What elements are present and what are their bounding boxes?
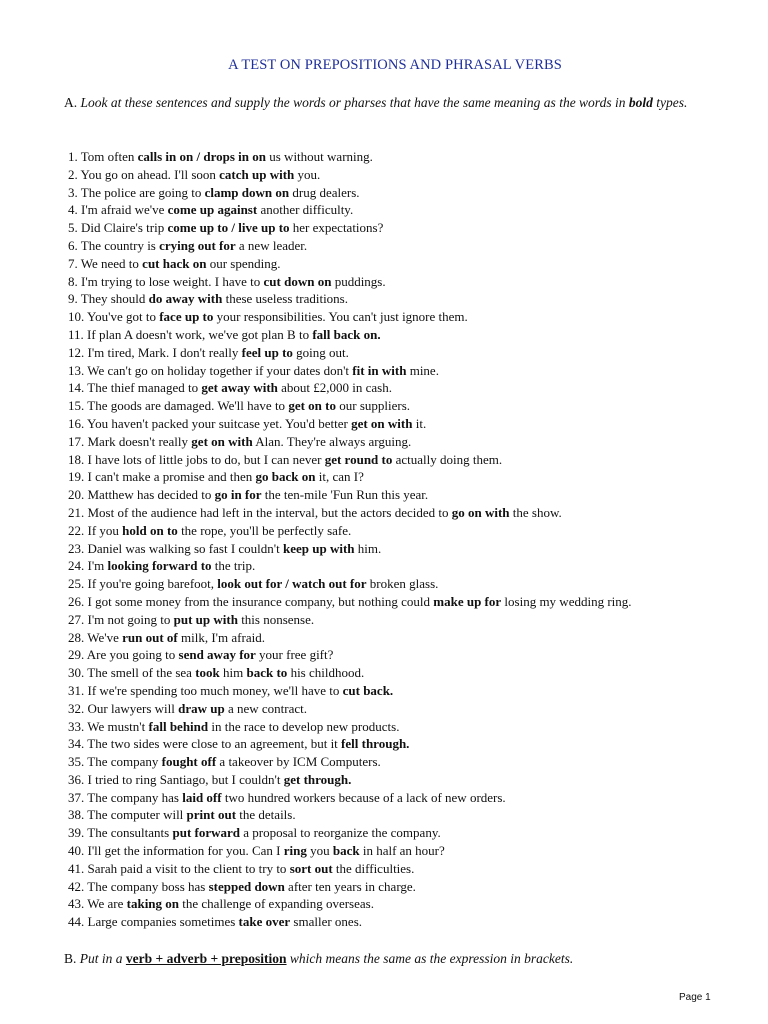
sentence-text: broken glass. [366, 576, 439, 592]
sentence-text: We need to [80, 255, 143, 271]
section-b-instruction-start: Put in a [79, 951, 123, 966]
sentence-phrase: laid off [182, 789, 222, 805]
sentence-item [68, 522, 748, 540]
sentence-phrase: looking forward to [107, 558, 212, 574]
section-a-instruction-text: Look at these sentences and supply the words or pharses that have the same meaning as the words in [80, 95, 626, 110]
sentence-text: your responsibilities. You can't just ignore them. [213, 309, 468, 325]
sentence-item [68, 166, 748, 184]
sentence-text: Most of the audience had left in the interval, but the actors decided to [87, 504, 452, 520]
sentence-item [68, 913, 748, 931]
sentence-phrase: look out for / watch out for [217, 576, 367, 592]
sentence-phrase: put forward [172, 825, 241, 841]
sentence-phrase: face up to [159, 309, 214, 325]
sentence-text: a takeover by ICM Computers. [216, 754, 381, 770]
sentence-list [68, 148, 748, 931]
sentence-item [68, 700, 748, 718]
sentence-text: If you're going barefoot, [87, 576, 218, 592]
sentence-text: actually doing them. [392, 451, 503, 467]
sentence-text: this nonsense. [237, 611, 315, 627]
sentence-number: 18. [68, 451, 85, 467]
sentence-text: Sarah paid a visit to the client to try to [87, 860, 290, 876]
sentence-number: 28. [68, 629, 85, 645]
sentence-item [68, 308, 748, 326]
sentence-text: The goods are damaged. We'll have to [87, 398, 289, 414]
sentence-item [68, 344, 748, 362]
sentence-phrase: come up against [167, 202, 258, 218]
sentence-item [68, 611, 748, 629]
sentence-text: it, can I? [315, 469, 364, 485]
sentence-text: They should [80, 291, 149, 307]
sentence-item [68, 557, 748, 575]
sentence-phrase: get on with [191, 433, 253, 449]
sentence-item [68, 504, 748, 522]
sentence-item [68, 219, 748, 237]
sentence-phrase: catch up with [219, 166, 295, 182]
sentence-phrase: ring [283, 843, 307, 859]
sentence-text: Alan. They're always arguing. [252, 433, 412, 449]
sentence-text: going out. [292, 344, 349, 360]
sentence-item [68, 789, 748, 807]
sentence-phrase: fall back on. [312, 326, 381, 342]
sentence-number: 39. [68, 825, 85, 841]
sentence-text: We've [87, 629, 123, 645]
sentence-phrase: put up with [173, 611, 238, 627]
sentence-text: We mustn't [87, 718, 149, 734]
sentence-item [68, 629, 748, 647]
sentence-text: it. [412, 415, 427, 431]
sentence-phrase: run out of [122, 629, 178, 645]
sentence-text: us without warning. [266, 149, 373, 164]
sentence-number: 7. [68, 255, 78, 271]
sentence-number: 20. [68, 487, 85, 503]
sentence-number: 13. [68, 362, 85, 378]
sentence-text: Tom often [80, 149, 138, 164]
sentence-text: Are you going to [86, 647, 179, 663]
sentence-phrase: calls in on / drops in on [137, 149, 266, 164]
sentence-number: 29. [68, 647, 85, 663]
sentence-text: a new leader. [235, 237, 308, 253]
sentence-text: the challenge of expanding overseas. [179, 896, 374, 912]
sentence-number: 27. [68, 611, 85, 627]
sentence-text: the show. [509, 504, 562, 520]
sentence-phrase: stepped down [208, 878, 285, 894]
sentence-number: 15. [68, 398, 85, 414]
sentence-phrase: cut back. [342, 682, 394, 698]
sentence-phrase: make up for [433, 593, 502, 609]
sentence-number: 17. [68, 433, 85, 449]
sentence-number: 14. [68, 380, 85, 396]
sentence-item [68, 326, 748, 344]
sentence-text: I have lots of little jobs to do, but I can never [87, 451, 325, 467]
sentence-phrase: back to [246, 665, 288, 681]
sentence-text: smaller ones. [290, 914, 362, 930]
sentence-text: our suppliers. [335, 398, 411, 414]
sentence-number: 36. [68, 771, 85, 787]
sentence-number: 33. [68, 718, 85, 734]
sentence-text: Matthew has decided to [87, 487, 215, 503]
sentence-phrase: fought off [161, 754, 217, 770]
sentence-item [68, 753, 748, 771]
sentence-text: in half an hour? [359, 843, 445, 859]
sentence-phrase: send away for [178, 647, 256, 663]
sentence-text: I'm afraid we've [81, 202, 168, 218]
sentence-phrase: get away with [201, 380, 278, 396]
sentence-text: I can't make a promise and then [87, 469, 256, 485]
sentence-item [68, 664, 748, 682]
sentence-phrase: cut down on [263, 273, 332, 289]
sentence-phrase: do away with [148, 291, 223, 307]
sentence-number: 35. [68, 754, 85, 770]
sentence-number: 30. [68, 665, 85, 681]
sentence-text: her expectations? [289, 220, 384, 236]
sentence-number: 4. [68, 202, 78, 218]
sentence-phrase: fell through. [341, 736, 410, 752]
sentence-number: 43. [68, 896, 85, 912]
sentence-number: 16. [68, 415, 85, 431]
sentence-phrase: crying out for [159, 237, 236, 253]
sentence-text: I'm trying to lose weight. I have to [81, 273, 264, 289]
sentence-item [68, 806, 748, 824]
sentence-text: The thief managed to [87, 380, 202, 396]
sentence-number: 32. [68, 700, 85, 716]
section-a-instruction [64, 94, 736, 112]
sentence-item [68, 842, 748, 860]
sentence-text: You haven't packed your suitcase yet. You'd better [87, 415, 352, 431]
sentence-phrase: take over [238, 914, 291, 930]
sentence-text: about £2,000 in cash. [277, 380, 392, 396]
sentence-text: the rope, you'll be perfectly safe. [177, 522, 352, 538]
sentence-phrase: took [195, 665, 220, 681]
sentence-item [68, 735, 748, 753]
sentence-text: a new contract. [224, 700, 308, 716]
sentence-text: drug dealers. [289, 184, 360, 200]
sentence-number: 21. [68, 504, 85, 520]
sentence-item [68, 486, 748, 504]
sentence-item [68, 415, 748, 433]
sentence-item [68, 433, 748, 451]
sentence-item [68, 255, 748, 273]
sentence-item [68, 468, 748, 486]
sentence-text: these useless traditions. [222, 291, 348, 307]
sentence-number: 11. [68, 326, 84, 342]
sentence-text: the ten-mile 'Fun Run this year. [261, 487, 429, 503]
sentence-number: 9. [68, 291, 78, 307]
sentence-number: 3. [68, 184, 78, 200]
sentence-number: 6. [68, 237, 78, 253]
sentence-number: 2. [68, 166, 78, 182]
sentence-text: The company [87, 754, 162, 770]
sentence-text: The consultants [87, 825, 173, 841]
sentence-text: Our lawyers will [87, 700, 179, 716]
sentence-text: Large companies sometimes [87, 914, 239, 930]
sentence-text: our spending. [206, 255, 281, 271]
sentence-number: 1. [68, 149, 78, 164]
sentence-text: the difficulties. [332, 860, 415, 876]
sentence-phrase: get round to [324, 451, 393, 467]
section-b-instruction-end: which means the same as the expression in brackets. [289, 951, 574, 966]
sentence-text: I got some money from the insurance company, but nothing could [87, 593, 434, 609]
sentence-phrase: print out [186, 807, 237, 823]
sentence-number: 24. [68, 558, 85, 574]
sentence-phrase: get through. [283, 771, 352, 787]
sentence-text: Daniel was walking so fast I couldn't [87, 540, 283, 556]
sentence-item [68, 895, 748, 913]
sentence-number: 40. [68, 843, 85, 859]
sentence-item [68, 451, 748, 469]
sentence-number: 12. [68, 344, 85, 360]
sentence-phrase: sort out [289, 860, 333, 876]
sentence-item [68, 878, 748, 896]
sentence-phrase: keep up with [283, 540, 355, 556]
sentence-phrase: fit in with [352, 362, 407, 378]
sentence-text: The smell of the sea [87, 665, 196, 681]
sentence-number: 19. [68, 469, 85, 485]
sentence-item [68, 718, 748, 736]
sentence-text: losing my wedding ring. [501, 593, 632, 609]
sentence-number: 38. [68, 807, 85, 823]
sentence-number: 37. [68, 789, 85, 805]
section-a-instruction-end: types. [656, 95, 688, 110]
sentence-item [68, 682, 748, 700]
sentence-text: I'll get the information for you. Can I [87, 843, 284, 859]
sentence-text: I'm [87, 558, 108, 574]
sentence-text: We can't go on holiday together if your dates don't [87, 362, 353, 378]
page-title: A TEST ON PREPOSITIONS AND PHRASAL VERBS [228, 57, 562, 73]
sentence-text: We are [87, 896, 127, 912]
section-a-instruction-bold: bold [628, 95, 653, 110]
sentence-item [68, 148, 748, 166]
sentence-text: a proposal to reorganize the company. [240, 825, 441, 841]
section-b-letter: B. [64, 951, 77, 966]
sentence-phrase: hold on to [122, 522, 178, 538]
sentence-text: The two sides were close to an agreement, but it [87, 736, 342, 752]
sentence-text: If we're spending too much money, we'll have to [87, 682, 343, 698]
sentence-text: him [219, 665, 247, 681]
sentence-number: 26. [68, 593, 85, 609]
sentence-text: I'm not going to [87, 611, 174, 627]
sentence-number: 22. [68, 522, 85, 538]
sentence-phrase: get on to [288, 398, 336, 414]
sentence-number: 5. [68, 220, 78, 236]
section-b-instruction-underlined: verb + adverb + preposition [125, 951, 287, 966]
sentence-phrase: go on with [451, 504, 510, 520]
sentence-text: another difficulty. [257, 202, 354, 218]
sentence-phrase: come up to / live up to [167, 220, 290, 236]
sentence-item [68, 771, 748, 789]
sentence-text: your free gift? [255, 647, 334, 663]
sentence-text: The police are going to [80, 184, 205, 200]
section-a-letter: A. [64, 95, 78, 110]
sentence-phrase: go back on [255, 469, 316, 485]
sentence-text: the details. [236, 807, 296, 823]
sentence-item [68, 237, 748, 255]
sentence-item [68, 397, 748, 415]
sentence-item [68, 540, 748, 558]
sentence-text: I tried to ring Santiago, but I couldn't [87, 771, 284, 787]
sentence-text: The computer will [87, 807, 187, 823]
sentence-text: You've got to [87, 309, 160, 325]
sentence-text: you. [294, 166, 321, 182]
sentence-number: 25. [68, 576, 85, 592]
sentence-number: 44. [68, 914, 85, 930]
sentence-item [68, 646, 748, 664]
sentence-phrase: get on with [351, 415, 413, 431]
sentence-number: 23. [68, 540, 85, 556]
sentence-item [68, 593, 748, 611]
sentence-text: after ten years in charge. [284, 878, 416, 894]
sentence-text: If plan A doesn't work, we've got plan B to [87, 326, 313, 342]
sentence-text: Did Claire's trip [81, 220, 168, 236]
sentence-item [68, 860, 748, 878]
sentence-item [68, 379, 748, 397]
sentence-phrase: feel up to [241, 344, 293, 360]
sentence-phrase: back [332, 843, 360, 859]
sentence-number: 31. [68, 682, 85, 698]
sentence-text: in the race to develop new products. [208, 718, 400, 734]
sentence-text: two hundred workers because of a lack of new orders. [221, 789, 506, 805]
sentence-text: The company boss has [87, 878, 209, 894]
sentence-text: I'm tired, Mark. I don't really [87, 344, 242, 360]
sentence-item [68, 184, 748, 202]
sentence-text: You go on ahead. I'll soon [80, 166, 220, 182]
page-number: Page 1 [679, 992, 711, 1003]
sentence-phrase: fall behind [148, 718, 209, 734]
sentence-text: Mark doesn't really [87, 433, 192, 449]
sentence-text: the trip. [211, 558, 256, 574]
sentence-text: him. [354, 540, 382, 556]
sentence-item [68, 575, 748, 593]
sentence-phrase: taking on [126, 896, 180, 912]
sentence-number: 34. [68, 736, 85, 752]
sentence-number: 42. [68, 878, 85, 894]
sentence-text: milk, I'm afraid. [177, 629, 265, 645]
sentence-number: 8. [68, 273, 78, 289]
sentence-item [68, 824, 748, 842]
sentence-phrase: cut hack on [142, 255, 207, 271]
sentence-phrase: clamp down on [204, 184, 290, 200]
sentence-text: mine. [406, 362, 439, 378]
sentence-item [68, 290, 748, 308]
sentence-text: his childhood. [287, 665, 365, 681]
sentence-number: 10. [68, 309, 85, 325]
sentence-text: The country is [80, 237, 160, 253]
sentence-number: 41. [68, 860, 85, 876]
sentence-text: you [306, 843, 333, 859]
sentence-text: puddings. [331, 273, 386, 289]
sentence-item [68, 201, 748, 219]
sentence-phrase: go in for [214, 487, 262, 503]
sentence-text: If you [87, 522, 123, 538]
sentence-item [68, 273, 748, 291]
section-b-instruction [64, 950, 744, 968]
sentence-phrase: draw up [178, 700, 225, 716]
sentence-text: The company has [87, 789, 183, 805]
sentence-item [68, 362, 748, 380]
